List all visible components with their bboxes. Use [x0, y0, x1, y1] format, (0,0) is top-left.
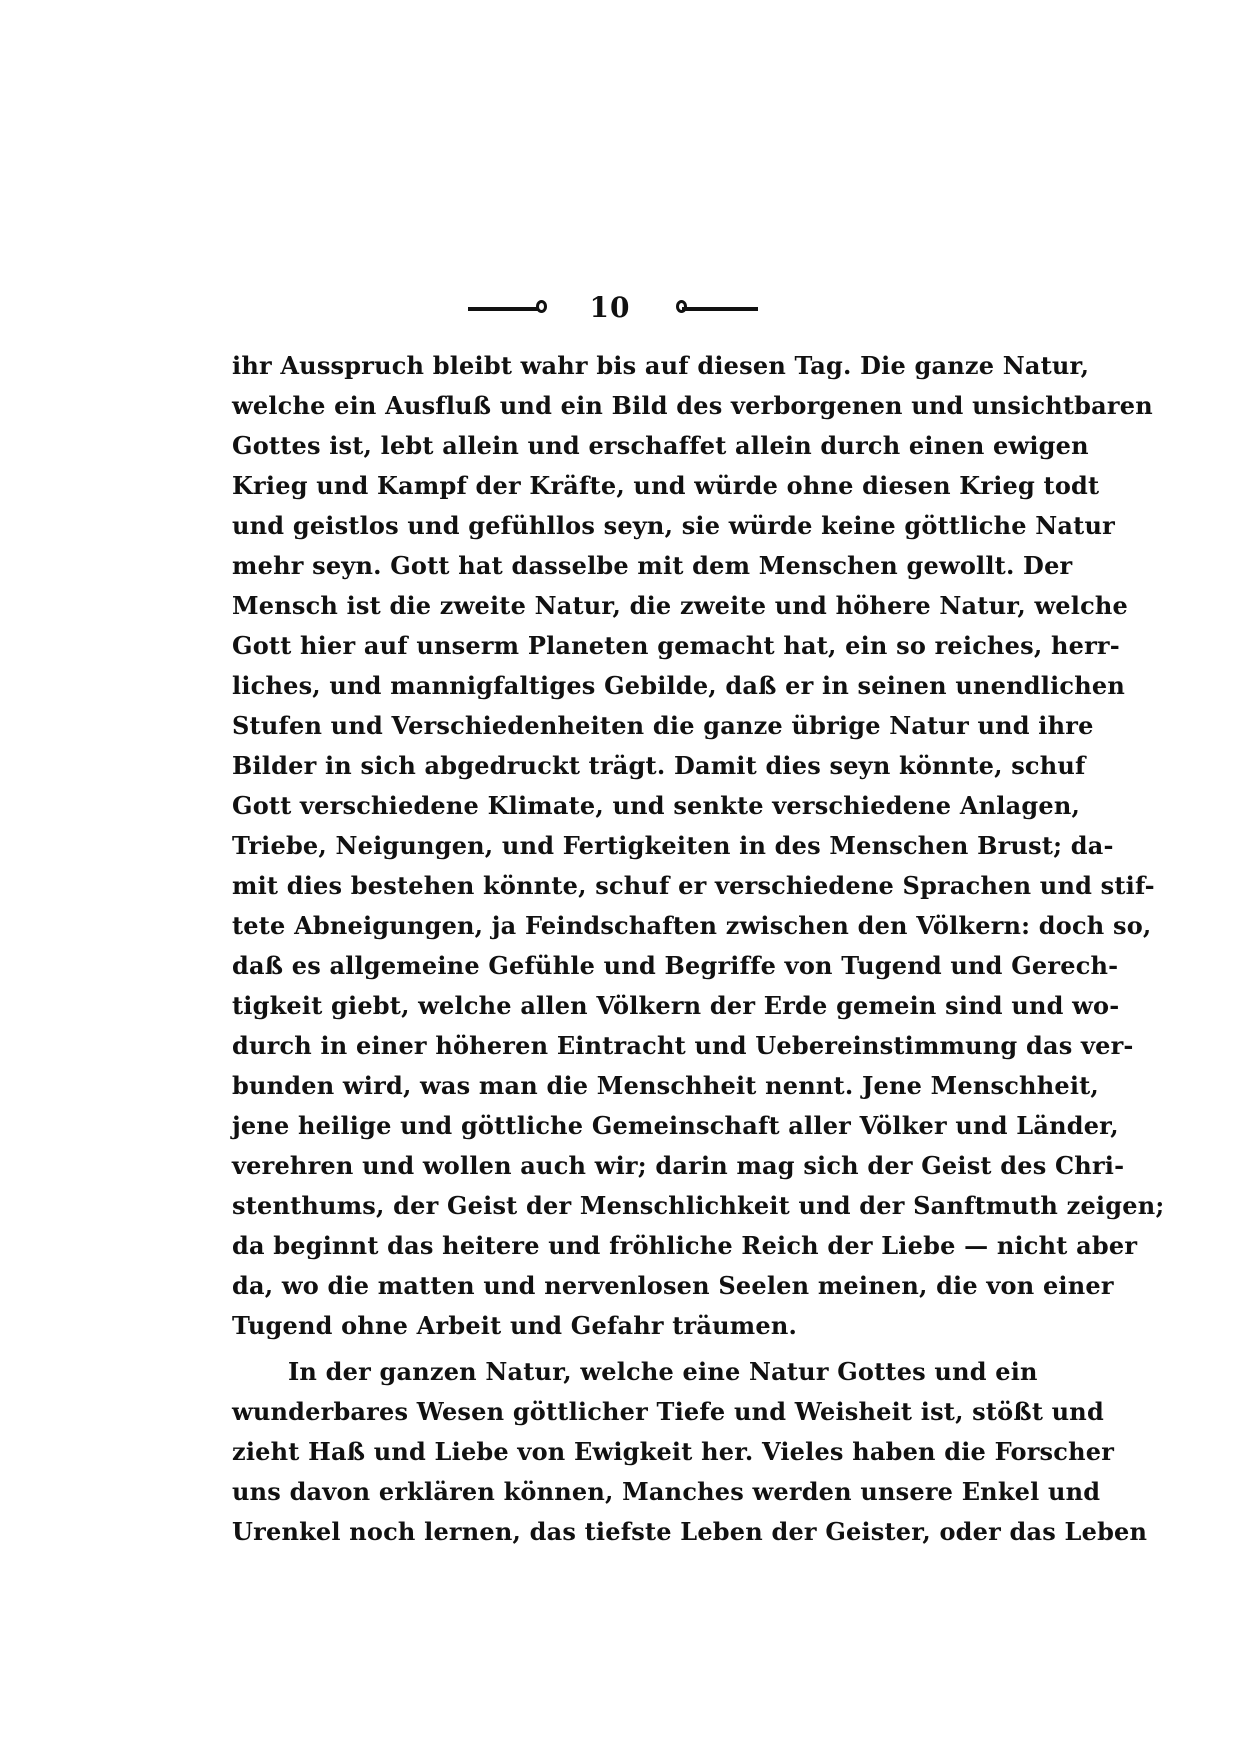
text-line: mit dies bestehen könnte, schuf er verschiedene Sprachen und stif-	[232, 871, 1155, 900]
text-line: welche ein Ausfluß und ein Bild des verborgenen und unsichtbaren	[232, 391, 1153, 420]
paragraph-1	[232, 346, 1165, 1346]
text-line: Mensch ist die zweite Natur, die zweite und höhere Natur, welche	[232, 591, 1129, 620]
text-line: wunderbares Wesen göttlicher Tiefe und Weisheit ist, stößt und	[232, 1397, 1104, 1426]
body-text	[232, 346, 1165, 1552]
text-line: Gottes ist, lebt allein und erschaffet allein durch einen ewigen	[232, 431, 1089, 460]
text-line: stenthums, der Geist der Menschlichkeit und der Sanftmuth zeigen;	[232, 1191, 1165, 1220]
text-line: Stufen und Verschiedenheiten die ganze übrige Natur und ihre	[232, 711, 1094, 740]
text-line: tete Abneigungen, ja Feindschaften zwischen den Völkern: doch so,	[232, 911, 1152, 940]
text-line: Gott verschiedene Klimate, und senkte verschiedene Anlagen,	[232, 791, 1081, 820]
header-rule-right	[682, 307, 758, 311]
text-line: tigkeit giebt, welche allen Völkern der Erde gemein sind und wo-	[232, 991, 1120, 1020]
text-line: jene heilige und göttliche Gemeinschaft aller Völker und Länder,	[232, 1111, 1119, 1140]
text-line: bunden wird, was man die Menschheit nennt. Jene Menschheit,	[232, 1071, 1099, 1100]
text-line: In der ganzen Natur, welche eine Natur Gottes und ein	[288, 1357, 1038, 1386]
text-line: ihr Ausspruch bleibt wahr bis auf diesen Tag. Die ganze Natur,	[232, 351, 1090, 380]
text-line: verehren und wollen auch wir; darin mag sich der Geist des Chri-	[232, 1151, 1125, 1180]
header-rule-left	[468, 307, 540, 311]
paragraph-2	[232, 1352, 1148, 1552]
text-line: daß es allgemeine Gefühle und Begriffe von Tugend und Gerech-	[232, 951, 1119, 980]
header-ornament-left	[536, 300, 547, 313]
text-line: liches, und mannigfaltiges Gebilde, daß er in seinen unendlichen	[232, 671, 1125, 700]
text-line: Krieg und Kampf der Kräfte, und würde ohne diesen Krieg todt	[232, 471, 1100, 500]
text-line: Gott hier auf unserm Planeten gemacht hat, ein so reiches, herr-	[232, 631, 1120, 660]
text-line: Tugend ohne Arbeit und Gefahr träumen.	[232, 1311, 798, 1340]
page-header	[0, 290, 1241, 326]
text-line: und geistlos und gefühllos seyn, sie würde keine göttliche Natur	[232, 511, 1115, 540]
text-line: da beginnt das heitere und fröhliche Reich der Liebe — nicht aber	[232, 1231, 1138, 1260]
page-number: 10	[589, 291, 631, 324]
text-line: mehr seyn. Gott hat dasselbe mit dem Menschen gewollt. Der	[232, 551, 1073, 580]
text-line: uns davon erklären können, Manches werden unsere Enkel und	[232, 1477, 1101, 1506]
text-line: Bilder in sich abgedruckt trägt. Damit dies seyn könnte, schuf	[232, 751, 1086, 780]
text-line: Triebe, Neigungen, und Fertigkeiten in des Menschen Brust; da-	[232, 831, 1114, 860]
text-line: durch in einer höheren Eintracht und Uebereinstimmung das ver-	[232, 1031, 1134, 1060]
text-line: zieht Haß und Liebe von Ewigkeit her. Vieles haben die Forscher	[232, 1437, 1115, 1466]
text-line: da, wo die matten und nervenlosen Seelen meinen, die von einer	[232, 1271, 1114, 1300]
text-line: Urenkel noch lernen, das tiefste Leben der Geister, oder das Leben	[232, 1517, 1148, 1546]
